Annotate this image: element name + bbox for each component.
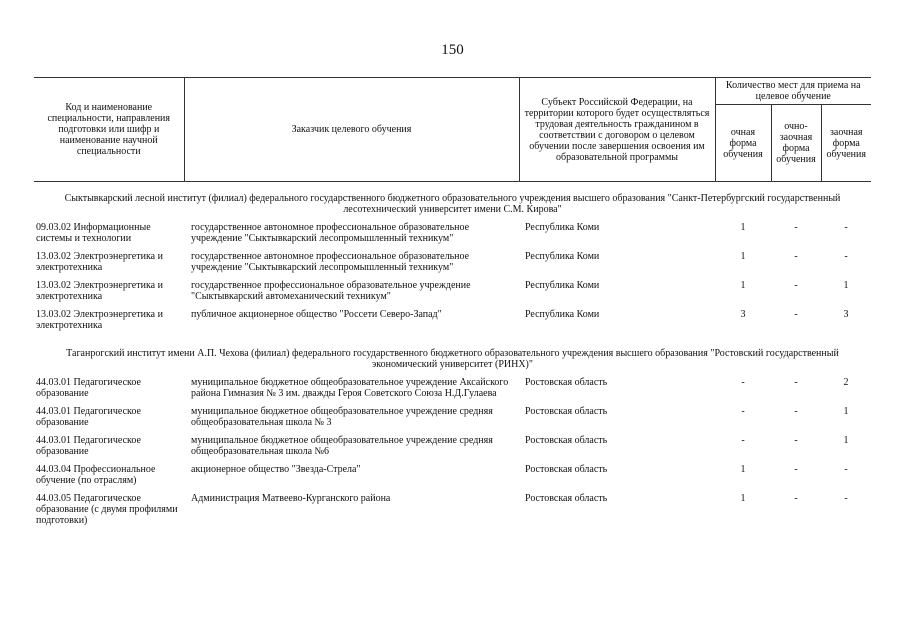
specialty-cell: 44.03.04 Профессиональное обучение (по отраслям)	[36, 464, 156, 486]
region-cell: Ростовская область	[525, 435, 608, 446]
customer-cell: муниципальное бюджетное общеобразовательное учреждение средняя общеобразовательная школа № 3	[191, 406, 493, 428]
customer-cell: публичное акционерное общество "Россети Северо-Запад"	[191, 309, 442, 320]
table-row	[34, 305, 871, 334]
specialty-cell: 13.03.02 Электроэнергетика и электротехника	[36, 251, 163, 273]
part-time-count: -	[794, 435, 798, 446]
table-row	[34, 218, 871, 247]
table-row	[34, 489, 871, 529]
section-title: Сыктывкарский лесной институт (филиал) федерального государственного бюджетного образовательного учреждения высшего образования "Санкт-Петербургский государственный лесотехнический университет имени С.М. Кирова"	[64, 193, 841, 215]
full-time-count: 3	[740, 309, 746, 320]
region-cell: Ростовская область	[525, 493, 608, 504]
full-time-count: -	[741, 377, 745, 388]
full-time-count: -	[741, 406, 745, 417]
table-row	[34, 247, 871, 276]
customer-cell: государственное автономное профессиональное образовательное учреждение "Сыктывкарский лесопромышленный техникум"	[191, 251, 470, 273]
correspondence-count: 2	[843, 377, 849, 388]
section-header-row	[34, 334, 871, 373]
full-time-count: 1	[740, 464, 746, 475]
specialty-cell: 44.03.01 Педагогическое образование	[36, 406, 141, 428]
part-time-count: -	[794, 464, 798, 475]
customer-cell: государственное автономное профессиональное образовательное учреждение "Сыктывкарский лесопромышленный техникум"	[191, 222, 470, 244]
part-time-count: -	[794, 280, 798, 291]
header-part-time: очно-заочная форма обучения	[771, 105, 821, 182]
specialty-cell: 13.03.02 Электроэнергетика и электротехника	[36, 280, 163, 302]
customer-cell: Администрация Матвеево-Курганского района	[191, 493, 391, 504]
customer-cell: акционерное общество "Звезда-Стрела"	[191, 464, 361, 475]
region-cell: Республика Коми	[525, 309, 600, 320]
target-places-table	[34, 77, 871, 529]
header-full-time: очная форма обучения	[715, 105, 771, 182]
region-cell: Республика Коми	[525, 251, 600, 262]
customer-cell: государственное профессиональное образовательное учреждение "Сыктывкарский автомеханический техникум"	[191, 280, 471, 302]
specialty-cell: 09.03.02 Информационные системы и технологии	[36, 222, 151, 244]
table-row	[34, 402, 871, 431]
correspondence-count: 3	[843, 309, 849, 320]
full-time-count: -	[741, 435, 745, 446]
page-number: 150	[441, 42, 464, 58]
correspondence-count: 1	[843, 406, 849, 417]
full-time-count: 1	[740, 251, 746, 262]
part-time-count: -	[794, 406, 798, 417]
full-time-count: 1	[740, 222, 746, 233]
part-time-count: -	[794, 377, 798, 388]
part-time-count: -	[794, 222, 798, 233]
specialty-cell: 44.03.01 Педагогическое образование	[36, 377, 141, 399]
specialty-cell: 13.03.02 Электроэнергетика и электротехника	[36, 309, 163, 331]
region-cell: Ростовская область	[525, 464, 608, 475]
full-time-count: 1	[740, 493, 746, 504]
header-customer: Заказчик целевого обучения	[184, 78, 519, 182]
section-header-row	[34, 182, 871, 219]
customer-cell: муниципальное бюджетное общеобразовательное учреждение средняя общеобразовательная школа №6	[191, 435, 493, 457]
region-cell: Ростовская область	[525, 377, 608, 388]
full-time-count: 1	[740, 280, 746, 291]
header-correspondence: заочная форма обучения	[821, 105, 871, 182]
part-time-count: -	[794, 493, 798, 504]
correspondence-count: 1	[843, 435, 849, 446]
specialty-cell: 44.03.01 Педагогическое образование	[36, 435, 141, 457]
correspondence-count: -	[844, 493, 848, 504]
section-title: Таганрогский институт имени А.П. Чехова (филиал) федерального государственного бюджетного образовательного учреждения высшего образования "Ростовский государственный экономический университет (РИНХ)"	[66, 348, 839, 370]
header-places-group: Количество мест для приема на целевое обучение	[715, 78, 871, 105]
region-cell: Ростовская область	[525, 406, 608, 417]
table-header	[34, 78, 871, 182]
part-time-count: -	[794, 309, 798, 320]
table-body	[34, 182, 871, 530]
specialty-cell: 44.03.05 Педагогическое образование (с двумя профилями подготовки)	[36, 493, 178, 526]
region-cell: Республика Коми	[525, 280, 600, 291]
table-row	[34, 373, 871, 402]
correspondence-count: -	[844, 222, 848, 233]
region-cell: Республика Коми	[525, 222, 600, 233]
customer-cell: муниципальное бюджетное общеобразовательное учреждение Аксайского района Гимназия № 3 им. дважды Героя Советского Союза Н.Д.Гулаева	[191, 377, 509, 399]
correspondence-count: 1	[843, 280, 849, 291]
table-row	[34, 431, 871, 460]
table-row	[34, 460, 871, 489]
correspondence-count: -	[844, 251, 848, 262]
table-row	[34, 276, 871, 305]
part-time-count: -	[794, 251, 798, 262]
correspondence-count: -	[844, 464, 848, 475]
header-specialty: Код и наименование специальности, направления подготовки или шифр и наименование научной специальности	[34, 78, 184, 182]
header-region: Субъект Российской Федерации, на территории которого будет осуществляться трудовая деятельность гражданином в соответствии с договором о целевом обучении после завершения освоения им образовательной программы	[519, 78, 715, 182]
